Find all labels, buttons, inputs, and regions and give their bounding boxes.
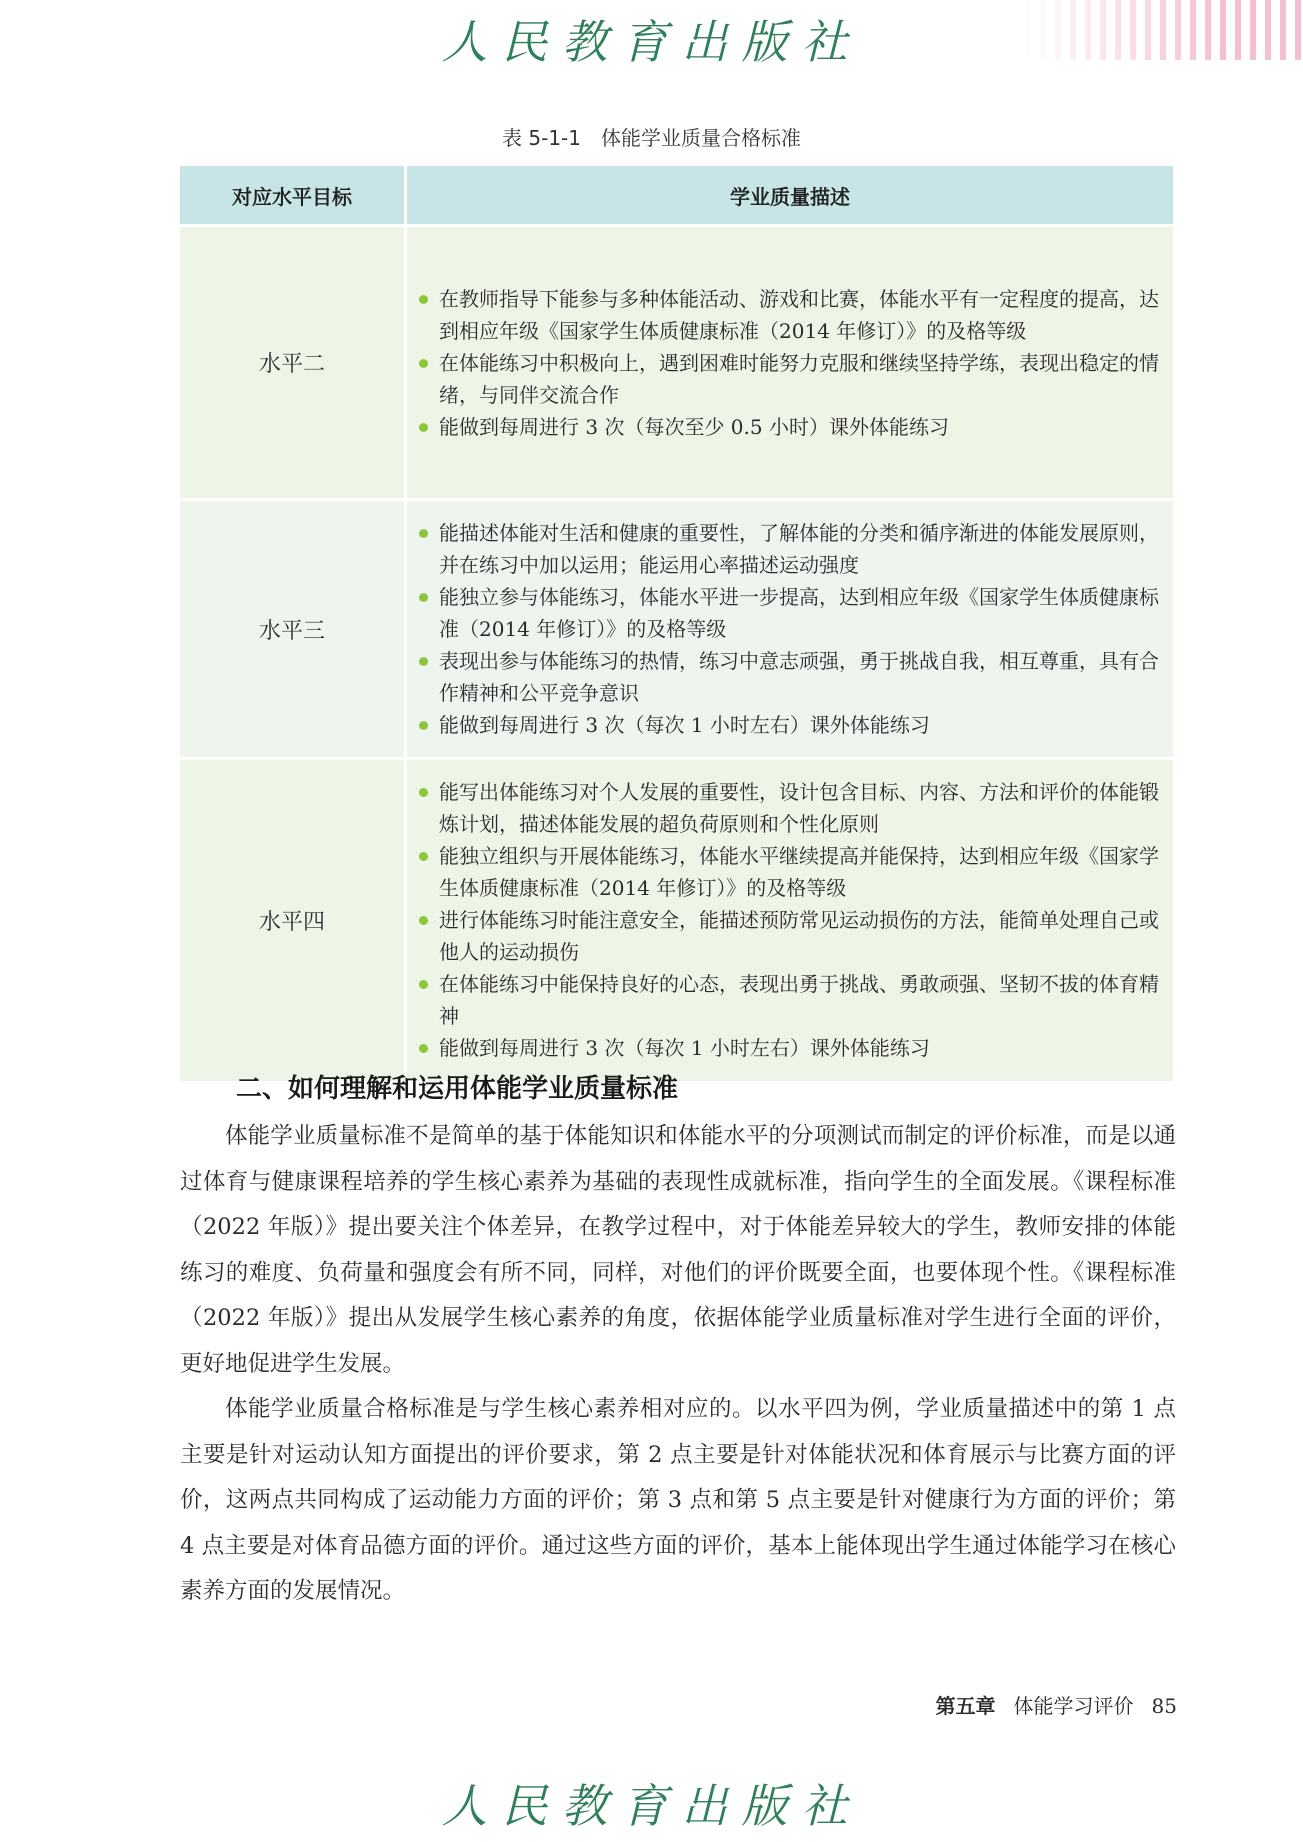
list-item: 能做到每周进行 3 次（每次 1 小时左右）课外体能练习	[417, 709, 1159, 741]
level-cell: 水平三	[180, 500, 406, 759]
bullet-icon	[419, 657, 428, 666]
bullet-icon	[419, 423, 428, 432]
bullet-icon	[419, 788, 428, 797]
section-body	[180, 1114, 1176, 1615]
list-item: 能独立参与体能练习，体能水平进一步提高，达到相应年级《国家学生体质健康标准（2014 年修订）》的及格等级	[417, 581, 1159, 645]
description-cell	[406, 226, 1175, 500]
list-item: 表现出参与体能练习的热情，练习中意志顽强，勇于挑战自我，相互尊重，具有合作精神和公平竞争意识	[417, 645, 1159, 709]
level-cell: 水平二	[180, 226, 406, 500]
table-row	[180, 226, 1175, 500]
description-cell	[406, 500, 1175, 759]
quality-standard-table	[180, 166, 1176, 1081]
list-item: 能独立组织与开展体能练习，体能水平继续提高并能保持，达到相应年级《国家学生体质健康标准（2014 年修订）》的及格等级	[417, 840, 1159, 904]
header-quality-description: 学业质量描述	[406, 166, 1175, 226]
bullet-icon	[419, 529, 428, 538]
list-item: 在教师指导下能参与多种体能活动、游戏和比赛，体能水平有一定程度的提高，达到相应年级《国家学生体质健康标准（2014 年修订）》的及格等级	[417, 283, 1159, 347]
section-title: 二、如何理解和运用体能学业质量标准	[236, 1074, 679, 1104]
list-item: 能描述体能对生活和健康的重要性，了解体能的分类和循序渐进的体能发展原则，并在练习中加以运用；能运用心率描述运动强度	[417, 517, 1159, 581]
paragraph: 体能学业质量合格标准是与学生核心素养相对应的。以水平四为例，学业质量描述中的第 1 点主要是针对运动认知方面提出的评价要求，第 2 点主要是针对体能状况和体育展示与比赛方面的评价，这两点共同构成了运动能力方面的评价；第 3 点和第 5 点主要是针对健康行为方面的评价；第 4 点主要是对体育品德方面的评价。通过这些方面的评价，基本上能体现出学生通过体能学习在核心素养方面的发展情况。	[180, 1396, 1176, 1604]
bullet-icon	[419, 593, 428, 602]
list-item: 能写出体能练习对个人发展的重要性，设计包含目标、内容、方法和评价的体能锻炼计划，描述体能发展的超负荷原则和个性化原则	[417, 776, 1159, 840]
bullet-icon	[419, 852, 428, 861]
list-item: 进行体能练习时能注意安全，能描述预防常见运动损伤的方法，能简单处理自己或他人的运动损伤	[417, 904, 1159, 968]
table-header-row	[180, 166, 1175, 226]
page-number: 85	[1151, 1694, 1177, 1718]
list-item: 能做到每周进行 3 次（每次 1 小时左右）课外体能练习	[417, 1032, 1159, 1064]
paragraph: 体能学业质量标准不是简单的基于体能知识和体能水平的分项测试而制定的评价标准，而是以通过体育与健康课程培养的学生核心素养为基础的表现性成就标准，指向学生的全面发展。《课程标准（2022 年版）》提出要关注个体差异，在教学过程中，对于体能差异较大的学生，教师安排的体能练习的难度、负荷量和强度会有所不同，同样，对他们的评价既要全面，也要体现个性。《课程标准（2022 年版）》提出从发展学生核心素养的角度，依据体能学业质量标准对学生进行全面的评价，更好地促进学生发展。	[180, 1123, 1176, 1377]
page-footer	[936, 1690, 1177, 1719]
header-level-target: 对应水平目标	[180, 166, 406, 226]
list-item: 在体能练习中能保持良好的心态，表现出勇于挑战、勇敢顽强、坚韧不拔的体育精神	[417, 968, 1159, 1032]
chapter-label: 第五章	[935, 1694, 996, 1718]
description-cell	[406, 759, 1175, 1081]
bullet-icon	[419, 721, 428, 730]
bullet-icon	[419, 359, 428, 368]
level-cell: 水平四	[180, 759, 406, 1081]
bullet-icon	[419, 1044, 428, 1053]
publisher-logo-header: 人民教育出版社	[441, 15, 862, 69]
table-row	[180, 759, 1175, 1081]
bullet-icon	[419, 295, 428, 304]
table-row	[180, 500, 1175, 759]
table-caption: 表 5-1-1 体能学业质量合格标准	[502, 126, 801, 150]
list-item: 能做到每周进行 3 次（每次至少 0.5 小时）课外体能练习	[417, 411, 1159, 443]
list-item: 在体能练习中积极向上，遇到困难时能努力克服和继续坚持学练，表现出稳定的情绪，与同伴交流合作	[417, 347, 1159, 411]
chapter-title: 体能学习评价	[1013, 1694, 1134, 1718]
bullet-icon	[419, 916, 428, 925]
publisher-logo-footer: 人民教育出版社	[441, 1779, 862, 1833]
bullet-icon	[419, 980, 428, 989]
